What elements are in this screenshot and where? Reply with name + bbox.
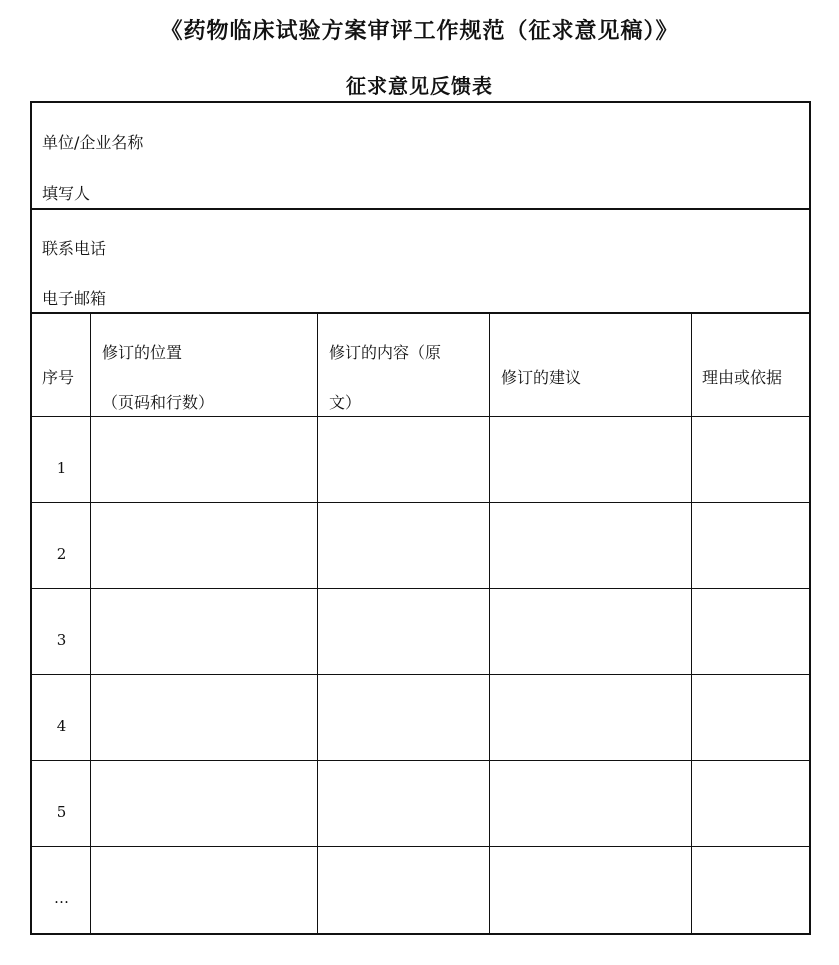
contact-info-section bbox=[32, 210, 809, 314]
feedback-form bbox=[30, 101, 811, 935]
location-cell[interactable] bbox=[91, 417, 317, 503]
location-cell[interactable] bbox=[91, 503, 317, 589]
suggestion-cell[interactable] bbox=[490, 761, 691, 847]
header-reason: 理由或依据 bbox=[702, 368, 783, 387]
content-cell[interactable] bbox=[318, 417, 489, 503]
content-cell[interactable] bbox=[318, 761, 489, 847]
company-name-field[interactable]: 单位/企业名称 bbox=[42, 133, 144, 152]
reason-cell[interactable] bbox=[692, 589, 809, 675]
header-location-line2: （页码和行数） bbox=[102, 393, 215, 412]
header-content-line2: 文） bbox=[329, 393, 362, 412]
header-suggestion: 修订的建议 bbox=[501, 368, 582, 387]
row-seq: 3 bbox=[56, 631, 67, 649]
location-cell[interactable] bbox=[91, 589, 317, 675]
content-cell[interactable] bbox=[318, 675, 489, 761]
content-cell[interactable] bbox=[318, 503, 489, 589]
suggestion-cell[interactable] bbox=[490, 847, 691, 933]
reason-cell[interactable] bbox=[692, 417, 809, 503]
reason-cell[interactable] bbox=[692, 675, 809, 761]
location-cell[interactable] bbox=[91, 847, 317, 933]
reason-cell[interactable] bbox=[692, 761, 809, 847]
row-seq: 5 bbox=[56, 803, 67, 821]
row-seq: 2 bbox=[56, 545, 67, 563]
suggestion-cell[interactable] bbox=[490, 503, 691, 589]
reason-cell[interactable] bbox=[692, 847, 809, 933]
location-cell[interactable] bbox=[91, 761, 317, 847]
company-info-section bbox=[32, 103, 809, 210]
header-seq: 序号 bbox=[42, 368, 75, 387]
document-subtitle: 征求意见反馈表 bbox=[346, 74, 493, 98]
suggestion-cell[interactable] bbox=[490, 675, 691, 761]
location-cell[interactable] bbox=[91, 675, 317, 761]
suggestion-cell[interactable] bbox=[490, 589, 691, 675]
row-seq: … bbox=[54, 889, 69, 907]
reason-cell[interactable] bbox=[692, 503, 809, 589]
header-content-line1: 修订的内容（原 bbox=[329, 343, 442, 362]
content-cell[interactable] bbox=[318, 589, 489, 675]
document-title: 《药物临床试验方案审评工作规范（征求意见稿）》 bbox=[160, 19, 679, 44]
content-cell[interactable] bbox=[318, 847, 489, 933]
suggestion-cell[interactable] bbox=[490, 417, 691, 503]
row-seq: 1 bbox=[56, 459, 67, 477]
phone-field[interactable]: 联系电话 bbox=[42, 239, 107, 258]
filler-field[interactable]: 填写人 bbox=[42, 184, 91, 203]
email-field[interactable]: 电子邮箱 bbox=[42, 289, 107, 308]
header-location-line1: 修订的位置 bbox=[102, 343, 183, 362]
row-seq: 4 bbox=[56, 717, 67, 735]
